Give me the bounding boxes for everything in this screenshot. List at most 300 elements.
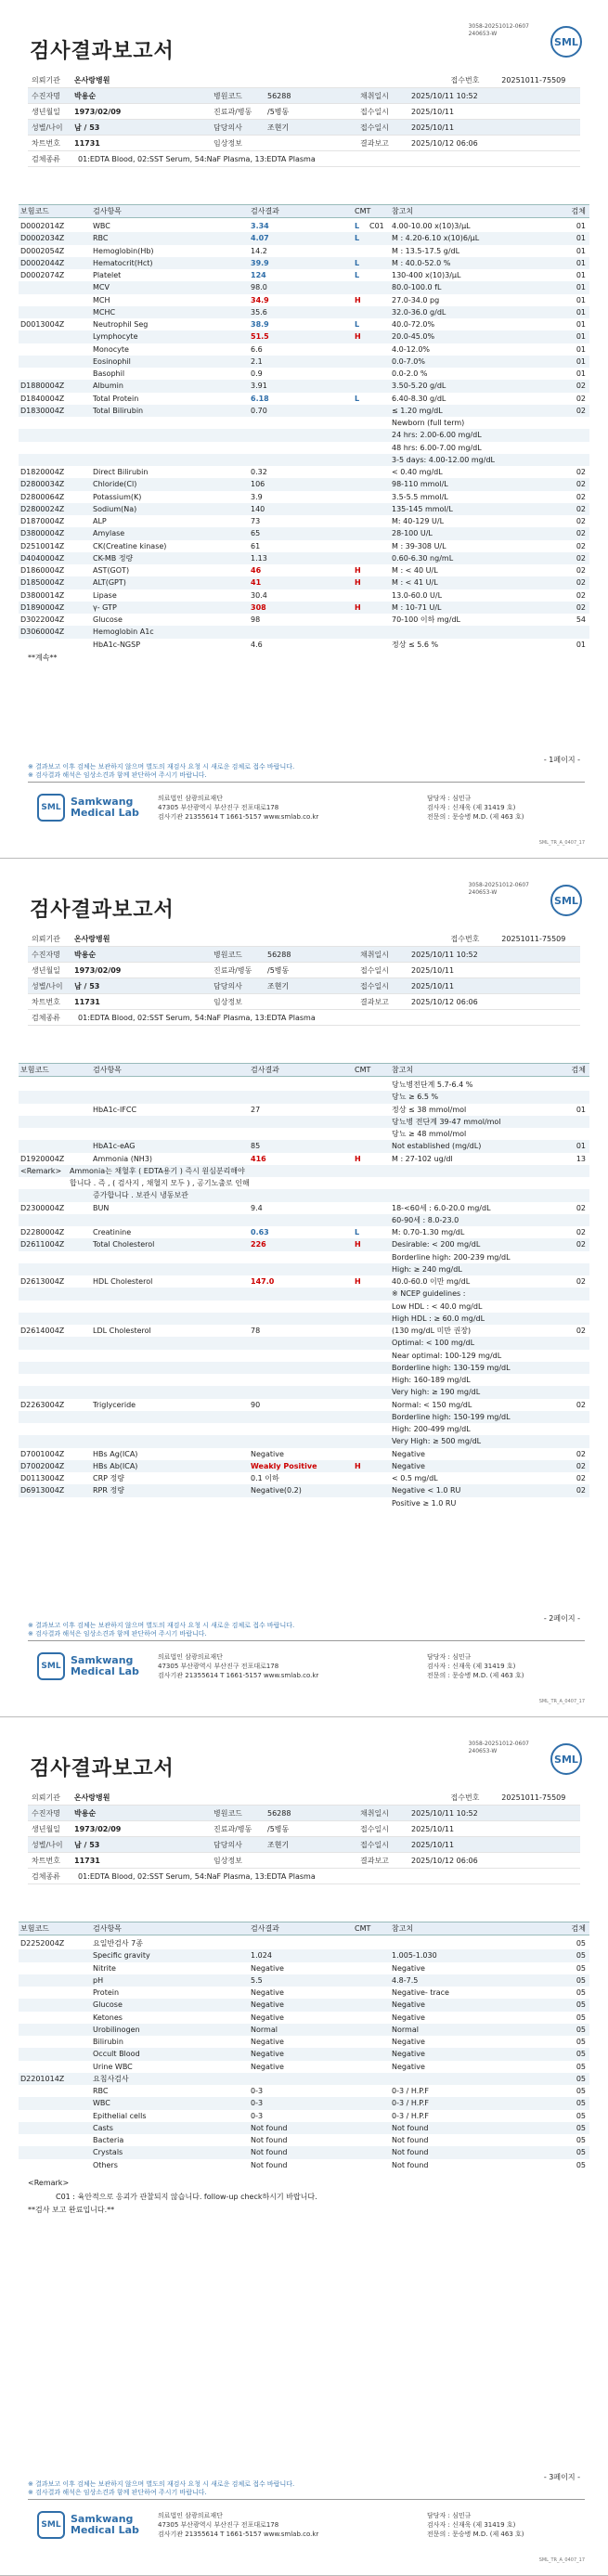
specimen-code: 01 — [576, 283, 586, 292]
document-number-1: 3058-20251012-0607 — [468, 882, 529, 888]
specimen-code: 02 — [576, 1203, 586, 1212]
insurance-code: D2252004Z — [20, 1939, 65, 1948]
test-item: WBC — [93, 2099, 110, 2108]
table-row — [19, 2110, 589, 2122]
footer-sign1: 담당자 : 심민규 — [427, 2512, 472, 2519]
page-title: 검사결과보고서 — [30, 899, 175, 922]
insurance-code: D1840004Z — [20, 394, 65, 403]
test-result: 106 — [251, 480, 265, 489]
test-item: ALP — [93, 517, 107, 526]
reference-range: 24 hrs: 2.00-6.00 mg/dL — [392, 431, 482, 440]
header-result: 검사결과 — [251, 1066, 279, 1074]
reference-range: High: 160-189 mg/dL — [392, 1376, 471, 1385]
inst-label: 의뢰기관 — [32, 1793, 60, 1802]
reference-range: Optimal: < 100 mg/dL — [392, 1339, 475, 1348]
reference-range: 4.0-12.0% — [392, 344, 431, 354]
test-result: Not found — [251, 2148, 288, 2157]
table-row — [19, 343, 589, 356]
chart-label: 차트번호 — [32, 138, 60, 148]
draw-label: 채취일시 — [360, 950, 389, 959]
table-row — [19, 1226, 589, 1238]
specimen-code: 05 — [576, 2136, 586, 2145]
test-result: 124 — [251, 271, 266, 280]
insurance-code: D2510014Z — [20, 541, 65, 550]
recv-label: 접수번호 — [450, 1793, 480, 1802]
reference-range: 4.8-7.5 — [392, 1975, 419, 1985]
reference-range: Negative — [392, 1449, 425, 1458]
reference-range: 3.50-5.20 g/dL — [392, 382, 446, 391]
footer-addr: 47305 부산광역시 부산진구 전포대로178 — [158, 1663, 279, 1670]
table-row — [19, 576, 589, 589]
reference-range: 40.0-72.0% — [392, 320, 435, 330]
footer-sign2: 검사자 : 신재욱 (제 31419 호) — [427, 1663, 516, 1670]
specimen-code: 01 — [576, 307, 586, 317]
clinic-label: 임상정보 — [213, 1856, 242, 1865]
insurance-code: D2201014Z — [20, 2074, 65, 2083]
test-item: HBs Ab(ICA) — [93, 1461, 138, 1470]
test-item: Epithelial cells — [93, 2111, 147, 2120]
test-item: Ketones — [93, 2013, 123, 2022]
flag: L — [355, 394, 360, 403]
table-row — [19, 2085, 589, 2097]
info-row — [28, 1821, 580, 1837]
notes — [28, 763, 294, 780]
specimen-code: 01 — [576, 356, 586, 366]
table-row — [19, 1177, 589, 1189]
doctor-label: 담당의사 — [213, 1840, 242, 1849]
test-item: 요침사검사 — [93, 2074, 129, 2083]
report-page — [0, 1717, 608, 2576]
flag: H — [355, 1277, 361, 1287]
insurance-code: D2800064Z — [20, 492, 65, 501]
sexage-label: 성별/나이 — [32, 981, 63, 990]
specimen-code: 05 — [576, 1951, 586, 1961]
reference-range: 80.0-100.0 fL — [392, 283, 442, 292]
table-row — [19, 1251, 589, 1263]
table-row — [19, 393, 589, 405]
draw-value: 2025/10/11 10:52 — [411, 950, 478, 959]
specimen-code: 02 — [576, 382, 586, 391]
reference-range: < 0.5 mg/dL — [392, 1474, 438, 1483]
reference-range: 0-3 / H.P.F — [392, 2099, 429, 2108]
test-result: 1.024 — [251, 1951, 272, 1961]
test-item: Basophil — [93, 369, 125, 379]
insurance-code: D7002004Z — [20, 1461, 65, 1470]
test-result: 3.9 — [251, 492, 263, 501]
insurance-code: <Remark> — [20, 1166, 62, 1175]
insurance-code: D0002044Z — [20, 258, 65, 267]
document-number-2: 240653-W — [468, 31, 498, 37]
table-row — [19, 294, 589, 306]
document-number — [469, 882, 529, 897]
reference-range: Positive ≥ 1.0 RU — [392, 1498, 457, 1508]
reference-range: Negative < 1.0 RU — [392, 1486, 461, 1495]
info-row — [28, 931, 580, 947]
table-row — [19, 1386, 589, 1398]
reference-range: 0.0-2.0 % — [392, 369, 428, 379]
test-result: 416 — [251, 1154, 266, 1163]
footer — [28, 1640, 585, 1704]
test-result: 3.34 — [251, 222, 269, 231]
reference-range: Borderline high: 150-199 mg/dL — [392, 1412, 511, 1421]
reportdate-label: 결과보고 — [360, 997, 389, 1006]
test-result: 38.9 — [251, 320, 269, 330]
table-row — [19, 1189, 589, 1201]
test-result: 6.18 — [251, 394, 269, 403]
specimen-code: 05 — [576, 2050, 586, 2059]
document-number-2: 240653-W — [468, 1748, 498, 1754]
test-item: 요일반검사 7종 — [93, 1939, 144, 1948]
specimen-code: 05 — [576, 2000, 586, 2010]
footer-sign — [427, 2511, 524, 2539]
info-row — [28, 963, 580, 978]
specimen-code: 02 — [576, 541, 586, 550]
reference-range: 27.0-34.0 pg — [392, 295, 440, 304]
table-row — [19, 1435, 589, 1447]
test-item: Triglyceride — [93, 1400, 136, 1409]
recvdate2-label: 접수일시 — [360, 981, 389, 990]
specimen-code: 02 — [576, 394, 586, 403]
inst-label: 의뢰기관 — [32, 934, 60, 943]
reference-range: 정상 ≤ 5.6 % — [392, 640, 439, 649]
reference-range: Low HDL : < 40.0 mg/dL — [392, 1301, 483, 1311]
table-row — [19, 639, 589, 651]
recv-value: 20251011-75509 — [501, 75, 566, 84]
table-row — [19, 1238, 589, 1250]
specimen-code: 05 — [576, 2025, 586, 2034]
footer-name — [71, 1655, 139, 1677]
table-row — [19, 356, 589, 368]
specimen-code: 02 — [576, 406, 586, 415]
specimen-code: 05 — [576, 2123, 586, 2132]
test-result: Negative — [251, 2038, 284, 2047]
specimen-code: 02 — [576, 1449, 586, 1458]
specimen-code: 05 — [576, 1975, 586, 1985]
reference-range: Negative — [392, 1461, 425, 1470]
reference-range: 18-<60세 : 6.0-20.0 mg/dL — [392, 1203, 491, 1212]
footer — [28, 2499, 585, 2563]
reference-range: M : 27-102 ug/dl — [392, 1154, 453, 1163]
specimen-code: 05 — [576, 2099, 586, 2108]
flag: L — [355, 271, 360, 280]
dept-label: 진료과/병동 — [213, 965, 252, 975]
footer-name — [71, 796, 139, 819]
test-item: pH — [93, 1975, 104, 1985]
specimen-code: 05 — [576, 1963, 586, 1973]
table-row — [19, 1448, 589, 1460]
insurance-code: D1920004Z — [20, 1154, 65, 1163]
footer-name-2: Medical Lab — [71, 1665, 139, 1677]
insurance-code: D1850004Z — [20, 578, 65, 588]
header-ref: 참고치 — [392, 207, 414, 215]
table-row — [19, 1399, 589, 1411]
reference-range: 3-5 days: 4.00-12.00 mg/dL — [392, 455, 495, 464]
document-number-1: 3058-20251012-0607 — [468, 23, 529, 30]
test-item: Bacteria — [93, 2136, 124, 2145]
reference-range: M: 40-129 U/L — [392, 517, 445, 526]
specimen-code: 02 — [576, 566, 586, 576]
dept-value: /5병동 — [267, 1824, 290, 1833]
reference-range: Not found — [392, 2160, 429, 2169]
reference-range: Newborn (full term) — [392, 419, 465, 428]
test-item: Crystals — [93, 2148, 123, 2157]
report-page — [0, 0, 608, 859]
draw-label: 채취일시 — [360, 1808, 389, 1818]
reference-range: 20.0-45.0% — [392, 332, 435, 342]
table-row — [19, 1374, 589, 1386]
reference-range: 98-110 mmol/L — [392, 480, 448, 489]
table-row — [19, 2097, 589, 2109]
reference-range: 당뇨 ≥ 6.5 % — [392, 1093, 439, 1102]
note-1: ※ 결과보고 이후 검체는 보관하지 않으며 별도의 재검사 요청 시 새로운 검체로 접수 바랍니다. — [28, 1622, 295, 1629]
note-2: ※ 검사결과 해석은 임상소견과 함께 판단하여 주시기 바랍니다. — [28, 2489, 207, 2496]
test-result: Not found — [251, 2136, 288, 2145]
insurance-code: D2263004Z — [20, 1400, 65, 1409]
test-item: ALT(GPT) — [93, 578, 126, 588]
test-result: 1.13 — [251, 553, 267, 563]
reference-range: 당뇨 ≥ 48 mmol/mol — [392, 1130, 467, 1139]
sml-logo-icon: SML — [550, 1743, 582, 1775]
table-row — [19, 330, 589, 343]
table-row — [19, 2024, 589, 2036]
sml-logo-icon: SML — [550, 885, 582, 916]
test-result: Negative — [251, 2050, 284, 2059]
test-result: 0.63 — [251, 1228, 269, 1237]
page-number: - 2페이지 - — [543, 1614, 580, 1623]
reference-range: 당뇨병전단계 5.7-6.4 % — [392, 1081, 473, 1090]
note-1: ※ 결과보고 이후 검체는 보관하지 않으며 별도의 재검사 요청 시 새로운 검체로 접수 바랍니다. — [28, 763, 295, 770]
specimen-code: 05 — [576, 2087, 586, 2096]
footer-tel: 검사기관 21355614 T 1661-5157 www.smlab.co.kr — [158, 1672, 319, 1679]
footer — [28, 782, 585, 846]
table-row — [19, 1497, 589, 1509]
test-result: 73 — [251, 517, 261, 526]
reference-range: Negative — [392, 2000, 425, 2010]
reference-range: Not established (mg/dL) — [392, 1142, 482, 1151]
insurance-code: D1870004Z — [20, 517, 65, 526]
info-row — [28, 994, 580, 1010]
test-result: 14.2 — [251, 246, 267, 255]
test-result: 65 — [251, 529, 261, 538]
info-row — [28, 1010, 580, 1026]
recv-label: 접수번호 — [450, 75, 480, 84]
dob-value: 1973/02/09 — [74, 965, 122, 975]
test-result: 98 — [251, 615, 261, 625]
test-item: Glucose — [93, 615, 123, 625]
table-row — [19, 1962, 589, 1974]
recvdate2-value: 2025/10/11 — [411, 123, 455, 132]
test-result: 90 — [251, 1400, 261, 1409]
reference-range: Negative — [392, 2050, 425, 2059]
footer-name-1: Samkwang — [71, 2513, 134, 2525]
table-row — [19, 540, 589, 552]
recvdate2-label: 접수일시 — [360, 1840, 389, 1849]
info-row — [28, 947, 580, 963]
dob-value: 1973/02/09 — [74, 1824, 122, 1833]
end-text: **검사 보고 완료입니다.** — [28, 2205, 115, 2214]
footer-code: SML_TR_A_0407_17 — [538, 2557, 585, 2563]
test-item: AST(GOT) — [93, 566, 130, 576]
doctor-label: 담당의사 — [213, 123, 242, 132]
specimen-code: 05 — [576, 2038, 586, 2047]
info-row — [28, 1853, 580, 1869]
insurance-code: D1860004Z — [20, 566, 65, 576]
test-item: HBs Ag(ICA) — [93, 1449, 138, 1458]
test-result: 0.32 — [251, 468, 267, 477]
specimen-code: 02 — [576, 553, 586, 563]
test-item: 합니다 . 즉 , ( 검사지 , 채혈지 모두 ) , 공기노출로 인해 — [69, 1179, 250, 1188]
reportdate-label: 결과보고 — [360, 1856, 389, 1865]
test-result: Negative — [251, 2013, 284, 2022]
header-ref: 참고치 — [392, 1066, 414, 1074]
specimen-code: 05 — [576, 2062, 586, 2071]
reference-range: 0-3 / H.P.F — [392, 2111, 429, 2120]
footer-sign — [427, 1652, 524, 1680]
inst-value: 온사랑병원 — [73, 75, 110, 84]
recvdate-label: 접수일시 — [360, 1824, 389, 1833]
footer-name-1: Samkwang — [71, 1654, 134, 1666]
test-item: Ammonia (NH3) — [93, 1154, 153, 1163]
test-result: 0.70 — [251, 406, 267, 415]
header-ref: 참고치 — [392, 1924, 414, 1933]
test-result: 0-3 — [251, 2099, 264, 2108]
document-number-2: 240653-W — [468, 889, 498, 896]
reference-range: High: ≥ 240 mg/dL — [392, 1264, 462, 1274]
page-number: - 1페이지 - — [543, 756, 580, 764]
specimen-code: 02 — [576, 1327, 586, 1336]
insurance-code: D1820004Z — [20, 468, 65, 477]
footer-addr: 47305 부산광역시 부산진구 전포대로178 — [158, 804, 279, 811]
footer-sign2: 검사자 : 신재욱 (제 31419 호) — [427, 804, 516, 811]
test-item: Specific gravity — [93, 1951, 150, 1961]
test-item: Total Cholesterol — [93, 1240, 155, 1249]
specimen-code: 01 — [576, 1105, 586, 1114]
specimen-code: 02 — [576, 1240, 586, 1249]
footer-sign — [427, 794, 524, 822]
test-item: Glucose — [93, 2000, 123, 2010]
table-row — [19, 2012, 589, 2024]
doctor-value: 조현기 — [267, 123, 290, 132]
test-item: Monocyte — [93, 344, 129, 354]
table-row — [19, 1313, 589, 1325]
test-result: 3.91 — [251, 382, 267, 391]
specimen-code: 02 — [576, 1461, 586, 1470]
test-item: RPR 정량 — [93, 1486, 124, 1495]
test-result: Weakly Positive — [251, 1461, 317, 1470]
recvdate-value: 2025/10/11 — [411, 107, 455, 116]
test-result: 2.1 — [251, 356, 263, 366]
specimen-code: 05 — [576, 1988, 586, 1998]
table-row — [19, 2159, 589, 2171]
test-item: Nitrite — [93, 1963, 116, 1973]
insurance-code: D6913004Z — [20, 1486, 65, 1495]
table-row — [19, 2048, 589, 2060]
table-row — [19, 491, 589, 503]
test-result: 0-3 — [251, 2087, 264, 2096]
flag: H — [355, 566, 361, 576]
table-row — [19, 257, 589, 269]
info-row — [28, 88, 580, 104]
patient-info — [28, 931, 580, 1026]
reference-range: Not found — [392, 2136, 429, 2145]
chart-value: 11731 — [74, 997, 100, 1006]
reference-range: < 0.40 mg/dL — [392, 468, 443, 477]
table-row — [19, 1937, 589, 1949]
table-row — [19, 564, 589, 576]
table-row — [19, 454, 589, 466]
test-item: Neutrophil Seg — [93, 320, 149, 330]
info-row — [28, 978, 580, 994]
notes — [28, 2480, 294, 2497]
recvdate-label: 접수일시 — [360, 107, 389, 116]
header-code: 보험코드 — [20, 207, 49, 215]
patient-label: 수진자명 — [32, 950, 60, 959]
reference-range: Very High: ≥ 500 mg/dL — [392, 1437, 482, 1446]
reference-range: M : 10-71 U/L — [392, 602, 442, 612]
footer-org: 의료법인 삼광의료재단 — [158, 795, 223, 802]
header-item: 검사항목 — [93, 207, 122, 215]
header-cmt: CMT — [355, 207, 371, 215]
flag: H — [355, 295, 361, 304]
table-row — [19, 1263, 589, 1275]
test-result: 0.9 — [251, 369, 263, 379]
test-item: Others — [93, 2160, 118, 2169]
reference-range: Negative — [392, 2038, 425, 2047]
footer-info — [158, 794, 318, 822]
page-number: - 3페이지 - — [543, 2473, 580, 2481]
table-row — [19, 1214, 589, 1226]
specimen-code: 01 — [576, 295, 586, 304]
table-row — [19, 602, 589, 614]
test-result: 39.9 — [251, 258, 269, 267]
test-result: 140 — [251, 504, 265, 513]
header-item: 검사항목 — [93, 1924, 122, 1933]
footer-logo — [37, 2511, 139, 2539]
test-result: Normal — [251, 2025, 278, 2034]
table-row — [19, 1999, 589, 2011]
remark-text: C01 : 육안적으로 응괴가 관찰되지 않습니다. follow-up check하시기 바랍니다. — [56, 2192, 317, 2201]
insurance-code: D1830004Z — [20, 406, 65, 415]
reference-range: M : 39-308 U/L — [392, 541, 446, 550]
reference-range: 135-145 mmol/L — [392, 504, 453, 513]
footer-logo — [37, 794, 139, 822]
reference-range: Not found — [392, 2123, 429, 2132]
patient-value: 박용순 — [74, 950, 97, 959]
test-result: Negative — [251, 2000, 284, 2010]
flag: H — [355, 1154, 361, 1163]
reference-range: 3.5-5.5 mmol/L — [392, 492, 448, 501]
header-cmt: CMT — [355, 1924, 371, 1933]
insurance-code: D3800014Z — [20, 590, 65, 600]
footer-org: 의료법인 삼광의료재단 — [158, 1653, 223, 1661]
test-item: Casts — [93, 2123, 113, 2132]
test-item: MCHC — [93, 307, 116, 317]
recv-value: 20251011-75509 — [501, 1793, 566, 1802]
code-value: 56288 — [267, 91, 291, 100]
specimen-code: 02 — [576, 1277, 586, 1287]
recvdate2-label: 접수일시 — [360, 123, 389, 132]
patient-label: 수진자명 — [32, 91, 60, 100]
test-result: 308 — [251, 602, 266, 612]
footer-sign3: 전문의 : 문승병 M.D. (제 463 호) — [427, 813, 524, 821]
test-item: Albumin — [93, 382, 123, 391]
table-row — [19, 1301, 589, 1313]
table-header — [19, 204, 589, 218]
specimen-code: 01 — [576, 640, 586, 649]
reportdate-value: 2025/10/12 06:06 — [411, 138, 478, 148]
note-2: ※ 검사결과 해석은 임상소견과 함께 판단하여 주시기 바랍니다. — [28, 771, 207, 779]
test-result: 98.0 — [251, 283, 267, 292]
